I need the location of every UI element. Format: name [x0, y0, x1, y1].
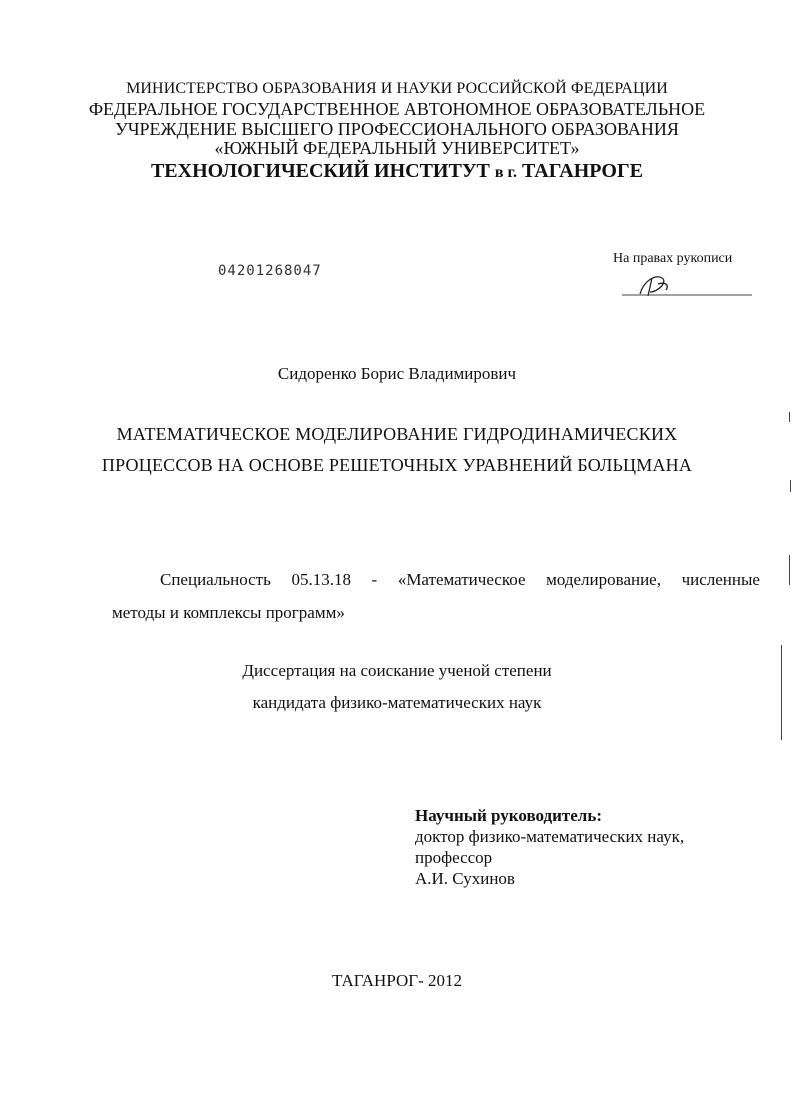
- signature-icon: [618, 270, 758, 300]
- specialty-code: 05.13.18: [291, 570, 351, 589]
- city-year: ТАГАНРОГ- 2012: [331, 971, 463, 990]
- dissertation-title-line2: ПРОЦЕССОВ НА ОСНОВЕ РЕШЕТОЧНЫХ УРАВНЕНИЙ БОЛЬЦМАНА: [101, 455, 693, 475]
- institute-name-part1: ТЕХНОЛОГИЧЕСКИЙ ИНСТИТУТ: [150, 160, 490, 182]
- scan-edge-mark: [790, 480, 791, 492]
- specialty-dash: -: [371, 570, 378, 589]
- ministry-line: МИНИСТЕРСТВО ОБРАЗОВАНИЯ И НАУКИ РОССИЙСКОЙ ФЕДЕРАЦИИ: [126, 80, 668, 97]
- registration-number: 04201268047: [218, 263, 322, 279]
- dissertation-type-line1: Диссертация на соискание ученой степени: [242, 661, 552, 680]
- scan-edge-mark: [789, 412, 790, 422]
- specialty-name-2: моделирование,: [546, 570, 661, 589]
- supervisor-label: Научный руководитель:: [415, 806, 602, 825]
- specialty-name-3: численные: [681, 570, 760, 589]
- institution-line: УЧРЕЖДЕНИЕ ВЫСШЕГО ПРОФЕССИОНАЛЬНОГО ОБРАЗОВАНИЯ: [115, 119, 679, 139]
- university-name: «ЮЖНЫЙ ФЕДЕРАЛЬНЫЙ УНИВЕРСИТЕТ»: [214, 138, 580, 158]
- institute-name: [0, 159, 794, 185]
- specialty-line: [160, 570, 760, 590]
- federal-line: ФЕДЕРАЛЬНОЕ ГОСУДАРСТВЕННОЕ АВТОНОМНОЕ ОБРАЗОВАТЕЛЬНОЕ: [88, 99, 706, 119]
- specialty-name-1: «Математическое: [397, 570, 526, 589]
- specialty-label: Специальность: [160, 570, 271, 589]
- scan-edge-mark: [781, 645, 782, 740]
- manuscript-rights-label: На правах рукописи: [613, 251, 733, 266]
- supervisor-name: А.И. Сухинов: [415, 869, 515, 888]
- dissertation-type-line2: кандидата физико-математических наук: [252, 693, 542, 712]
- scan-edge-mark: [789, 555, 790, 585]
- institute-name-part2: в г.: [494, 164, 517, 181]
- supervisor-degree: доктор физико-математических наук,: [415, 827, 685, 846]
- author-name: Сидоренко Борис Владимирович: [277, 364, 517, 383]
- supervisor-rank: профессор: [415, 848, 493, 867]
- specialty-name-4: методы и комплексы программ»: [112, 603, 345, 622]
- institute-name-part3: ТАГАНРОГЕ: [521, 160, 644, 182]
- supervisor-block: [415, 806, 684, 889]
- dissertation-title-line1: МАТЕМАТИЧЕСКОЕ МОДЕЛИРОВАНИЕ ГИДРОДИНАМИЧЕСКИХ: [116, 424, 678, 444]
